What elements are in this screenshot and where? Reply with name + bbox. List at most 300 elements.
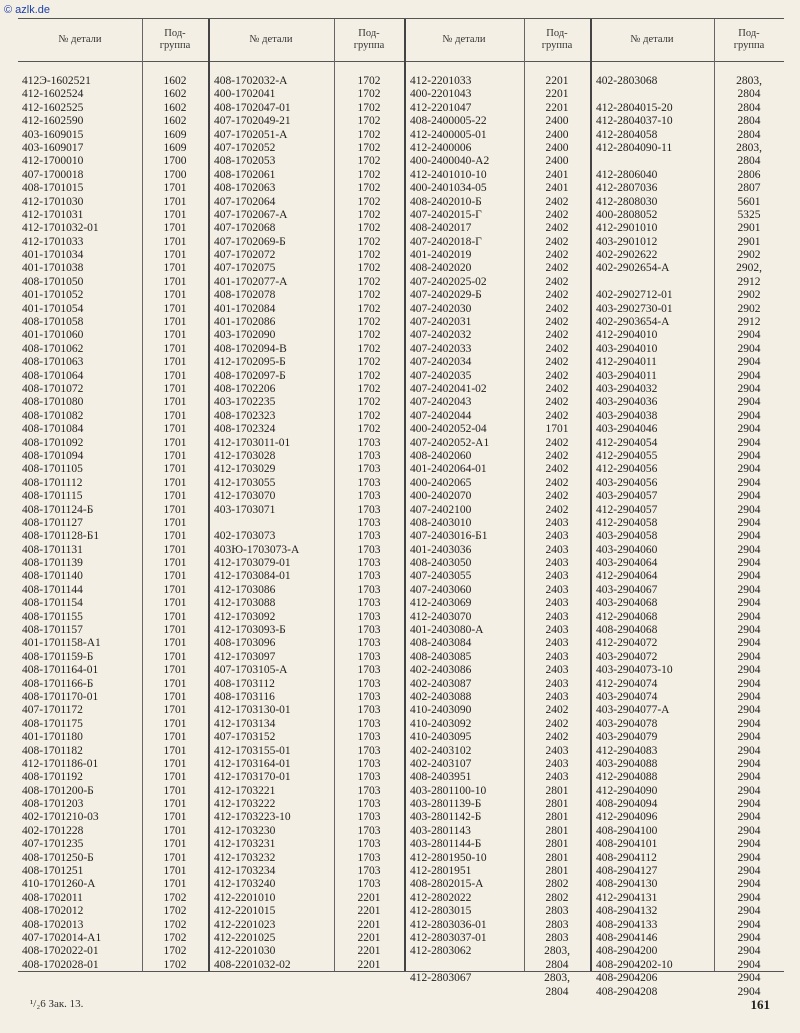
part-number-cell: 412-1703092 — [214, 610, 276, 623]
part-number-cell: 408-1702022-01 — [22, 945, 99, 958]
subgroup-cell: 2904 — [737, 436, 761, 449]
part-number-cell: 408-2904200 — [596, 945, 658, 958]
part-number-cell: 401-2402064-01 — [410, 463, 487, 476]
subgroup-cell: 2904 — [737, 409, 761, 422]
part-number-cell: 412-2403069 — [410, 597, 472, 610]
subgroup-cell: 2901 — [737, 222, 761, 235]
subgroup-cell: 2403 — [545, 597, 569, 610]
part-number-cell: 412-1703134 — [214, 717, 276, 730]
subgroup-cell: 1701 — [163, 249, 187, 262]
part-number-cell: 401-2402019 — [410, 249, 472, 262]
subgroup-cell: 2802 — [545, 878, 569, 891]
subgroup-cell: 1701 — [163, 356, 187, 369]
part-number-cell: 408-1701082 — [22, 409, 84, 422]
subgroup-cell: 1701 — [163, 557, 187, 570]
part-number-cell: 403-2801143 — [410, 824, 471, 837]
subgroup-cell: 1701 — [163, 222, 187, 235]
column-divider — [208, 19, 210, 971]
part-number-cell: 412-2904088 — [596, 771, 658, 784]
part-number-cell: 408-1701175 — [22, 717, 83, 730]
header-subgroup-4: Под- группа — [733, 28, 765, 51]
subgroup-cell: 1609 — [163, 141, 187, 154]
part-number-cell: 408-1702047-01 — [214, 101, 291, 114]
subgroup-cell: 1701 — [163, 570, 187, 583]
subgroup-cell: 1702 — [357, 88, 381, 101]
part-number-cell: 407-2402015-Г — [410, 208, 482, 221]
subgroup-cell: 1702 — [357, 182, 381, 195]
subgroup-cell: 2402 — [545, 356, 569, 369]
subgroup-cell: 2904 — [737, 744, 761, 757]
subgroup-cell: 2904 — [737, 945, 761, 958]
part-number-cell: 408-1702324 — [214, 423, 276, 436]
part-number-cell: 408-2403010 — [410, 516, 472, 529]
subgroup-cell: 1701 — [163, 409, 187, 422]
part-number-cell: 408-2904094 — [596, 798, 658, 811]
part-number-cell: 412-2400006 — [410, 141, 472, 154]
subgroup-cell: 1702 — [357, 115, 381, 128]
part-number-cell: 400-2201043 — [410, 88, 472, 101]
part-number-cell: 412-1703097 — [214, 650, 276, 663]
subgroup-cell: 1702 — [357, 155, 381, 168]
subgroup-cell: 2403 — [545, 583, 569, 596]
part-number-cell: 407-2402025-02 — [410, 275, 487, 288]
part-number-cell: 408-1702053 — [214, 155, 276, 168]
subgroup-cell: 1703 — [357, 811, 381, 824]
part-number-cell: 408-1701124-Б — [22, 503, 94, 516]
subgroup-cell: 2402 — [545, 490, 569, 503]
part-number-cell: 402-1701210-03 — [22, 811, 99, 824]
subgroup-cell: 2904 — [737, 717, 761, 730]
part-number-cell: 403-2904010 — [596, 342, 658, 355]
part-number-cell: 403-2904072 — [596, 650, 658, 663]
subgroup-cell: 2403 — [545, 744, 569, 757]
part-number-cell: 412-2201033 — [410, 75, 472, 87]
part-number-cell: 412-2806040 — [596, 168, 658, 181]
print-order-note: ¹/₂6 Зак. 13. — [30, 998, 84, 1010]
subgroup-cell: 2402 — [545, 369, 569, 382]
part-number-cell: 412-2201010 — [214, 891, 276, 904]
part-number-cell: 408-1702063 — [214, 182, 276, 195]
subgroup-cell: 1701 — [163, 302, 187, 315]
subgroup-cell: 2402 — [545, 731, 569, 744]
part-number-cell: 408-1701127 — [22, 516, 83, 529]
part-number-cell: 402-2902654-А — [596, 262, 670, 275]
part-number-cell: 408-1702032-А — [214, 75, 288, 87]
part-number-cell: 407-1701172 — [22, 704, 83, 717]
part-number-cell: 403-2904077-А — [596, 704, 670, 717]
subgroup-cell: 1703 — [357, 757, 381, 770]
part-number-cell: 412-1703223-10 — [214, 811, 291, 824]
subgroup-cell: 2403 — [545, 771, 569, 784]
part-number-cell: 408-1702028-01 — [22, 958, 99, 971]
subgroup-cell: 2904 — [737, 557, 761, 570]
subgroup-cell: 1703 — [357, 784, 381, 797]
subgroup-cell: 1703 — [357, 543, 381, 556]
part-number-cell: 412-2904054 — [596, 436, 658, 449]
part-number-cell: 408-1702061 — [214, 168, 276, 181]
part-number-cell: 403-2904073-10 — [596, 664, 673, 677]
subgroup-cell: 1702 — [357, 235, 381, 248]
part-number-cell: 403-1702090 — [214, 329, 276, 342]
subgroup-cell: 1703 — [357, 436, 381, 449]
subgroup-cell: 1701 — [163, 811, 187, 824]
subgroup-cell: 2403 — [545, 650, 569, 663]
part-number-cell: 407-2403016-Б1 — [410, 530, 488, 543]
subgroup-cell: 2403 — [545, 690, 569, 703]
part-number-cell: 408-1701155 — [22, 610, 83, 623]
part-number-cell: 408-2402020 — [410, 262, 472, 275]
part-number-cell: 408-1701182 — [22, 744, 83, 757]
subgroup-cell: 1701 — [163, 530, 187, 543]
subgroup-cell: 1602 — [163, 101, 187, 114]
part-number-cell: 412-2803015 — [410, 905, 472, 918]
subgroup-cell: 2904 — [737, 704, 761, 717]
part-number-cell: 412-1602525 — [22, 101, 84, 114]
subgroup-cell: 2904 — [737, 878, 761, 891]
subgroup-cell: 1703 — [357, 664, 381, 677]
part-number-cell: 403-2901012 — [596, 235, 658, 248]
part-number-cell: 412-1703079-01 — [214, 557, 291, 570]
part-number-cell: 403-2801142-Б — [410, 811, 482, 824]
part-number-cell: 408-1701140 — [22, 570, 83, 583]
part-number-cell: 407-2402041-02 — [410, 382, 487, 395]
part-number-cell: 412-1701033 — [22, 235, 84, 248]
subgroup-cell: 2904 — [737, 637, 761, 650]
part-number-cell: 403-2904074 — [596, 690, 658, 703]
part-number-cell: 407-2402035 — [410, 369, 472, 382]
subgroup-cell: 2402 — [545, 342, 569, 355]
part-number-cell: 412-2401010-10 — [410, 168, 487, 181]
part-number-cell: 401-1701060 — [22, 329, 84, 342]
part-number-cell: 402-1703073 — [214, 530, 276, 543]
subgroup-cell: 1702 — [357, 128, 381, 141]
subgroup-cell: 1702 — [357, 396, 381, 409]
part-number-cell: 408-2904127 — [596, 865, 658, 878]
subgroup-cell: 2402 — [545, 463, 569, 476]
subgroup-cell: 1701 — [163, 262, 187, 275]
part-number-cell: 407-2402018-Г — [410, 235, 482, 248]
part-number-cell: 402-2803068 — [596, 75, 658, 87]
subgroup-cell: 1701 — [163, 503, 187, 516]
part-number-cell: 408-1701166-Б — [22, 677, 94, 690]
subgroup-cell: 1702 — [357, 302, 381, 315]
subgroup-cell: 2912 — [737, 316, 761, 329]
subgroup-cell: 1701 — [163, 865, 187, 878]
part-number-cell: 408-2402010-Б — [410, 195, 482, 208]
part-number-cell: 412-1703230 — [214, 824, 276, 837]
part-number-cell: 412-2904096 — [596, 811, 658, 824]
part-number-cell: 412-2904072 — [596, 637, 658, 650]
subgroup-cell: 2904 — [737, 449, 761, 462]
subgroup-cell: 2904 — [737, 771, 761, 784]
part-number-cell: 407-1703105-А — [214, 664, 288, 677]
part-number-cell: 401-1702084 — [214, 302, 276, 315]
subgroup-cell: 1701 — [163, 396, 187, 409]
part-number-cell: 408-2403085 — [410, 650, 472, 663]
part-number-cell: 412-2901010 — [596, 222, 658, 235]
part-number-cell: 408-1701139 — [22, 557, 83, 570]
subgroup-cell: 2904 — [737, 690, 761, 703]
part-number-column-4 — [596, 75, 712, 999]
part-number-cell: 412-1701031 — [22, 208, 84, 221]
subgroup-cell: 1703 — [357, 449, 381, 462]
subgroup-cell: 1701 — [163, 784, 187, 797]
part-number-cell: 402-2403087 — [410, 677, 472, 690]
subgroup-cell: 2403 — [545, 610, 569, 623]
subgroup-cell: 2901 — [737, 235, 761, 248]
header-subgroup-2: Под- группа — [353, 28, 385, 51]
part-number-column-2 — [214, 75, 332, 972]
part-number-cell: 403-2904038 — [596, 409, 658, 422]
subgroup-cell: 2904 — [737, 530, 761, 543]
part-number-cell: 400-2400040-А2 — [410, 155, 490, 168]
subgroup-cell: 2402 — [545, 476, 569, 489]
part-number-cell: 403-1703071 — [214, 503, 276, 516]
part-number-cell: 402-2902622 — [596, 249, 658, 262]
part-number-cell: 403-2904078 — [596, 717, 658, 730]
subgroup-cell: 1701 — [163, 195, 187, 208]
subgroup-cell: 2904 — [737, 382, 761, 395]
subgroup-cell: 1702 — [357, 262, 381, 275]
part-number-cell: 400-2402070 — [410, 490, 472, 503]
part-number-cell: 408-1701131 — [22, 543, 83, 556]
header-part-number-1: № детали — [58, 34, 102, 45]
subgroup-cell: 1701 — [163, 490, 187, 503]
part-number-column-3 — [410, 75, 522, 986]
part-number-cell: 408-1701128-Б1 — [22, 530, 100, 543]
subgroup-cell: 2904 — [737, 985, 761, 998]
subgroup-cell: 2400 — [545, 141, 569, 154]
subgroup-cell: 2904 — [737, 476, 761, 489]
subgroup-cell: 2803 — [545, 932, 569, 944]
subgroup-cell: 2912 — [737, 275, 761, 288]
part-number-cell: 407-2402043 — [410, 396, 472, 409]
part-number-cell: 412-1703088 — [214, 597, 276, 610]
subgroup-cell: 2904 — [737, 329, 761, 342]
part-number-cell: 412-2904057 — [596, 503, 658, 516]
part-number-cell: 412-1700010 — [22, 155, 84, 168]
subgroup-cell: 2904 — [737, 342, 761, 355]
part-number-cell: 412-2904056 — [596, 463, 658, 476]
subgroup-column-2 — [334, 75, 404, 972]
part-number-cell: 401-1701180 — [22, 731, 83, 744]
subgroup-cell: 1701 — [163, 650, 187, 663]
subgroup-cell: 1703 — [357, 490, 381, 503]
subgroup-cell: 2806 — [737, 168, 761, 181]
part-number-cell: 403-2904079 — [596, 731, 658, 744]
subgroup-cell: 2402 — [545, 316, 569, 329]
part-number-cell: 412-2201030 — [214, 945, 276, 958]
subgroup-cell: 2402 — [545, 409, 569, 422]
subgroup-cell: 2801 — [545, 838, 569, 851]
part-number-cell: 407-1702075 — [214, 262, 276, 275]
part-number-cell: 412-1602590 — [22, 115, 84, 128]
subgroup-cell: 1701 — [163, 838, 187, 851]
part-number-cell: 412-2807036 — [596, 182, 658, 195]
part-number-cell: 403-2904064 — [596, 557, 658, 570]
subgroup-cell: 2403 — [545, 757, 569, 770]
subgroup-cell: 1701 — [163, 316, 187, 329]
subgroup-cell: 2403 — [545, 664, 569, 677]
subgroup-cell: 2201 — [357, 918, 381, 931]
subgroup-cell: 2402 — [545, 195, 569, 208]
part-number-cell: 412-2904074 — [596, 677, 658, 690]
subgroup-cell: 2904 — [737, 356, 761, 369]
subgroup-cell: 1701 — [163, 382, 187, 395]
subgroup-cell: 1703 — [357, 677, 381, 690]
part-number-cell: 408-1701154 — [22, 597, 83, 610]
part-number-cell: 412-2904090 — [596, 784, 658, 797]
part-number-cell — [596, 88, 712, 101]
part-number-cell: 412-2803036-01 — [410, 918, 487, 931]
subgroup-cell: 1701 — [163, 369, 187, 382]
subgroup-cell: 2904 — [737, 757, 761, 770]
subgroup-cell: 2400 — [545, 115, 569, 128]
subgroup-cell: 2904 — [737, 972, 761, 985]
subgroup-cell: 2402 — [545, 704, 569, 717]
part-number-cell: 403-2904046 — [596, 423, 658, 436]
part-number-cell: 407-2402100 — [410, 503, 472, 516]
subgroup-cell: 1602 — [163, 75, 187, 87]
part-number-cell: 408-2904132 — [596, 905, 658, 918]
subgroup-cell: 1701 — [163, 329, 187, 342]
subgroup-cell: 1703 — [357, 637, 381, 650]
part-number-cell: 403Ю-1703073-А — [214, 543, 300, 556]
part-number-cell: 408-2904202-10 — [596, 958, 673, 971]
part-number-cell: 408-1701200-Б — [22, 784, 94, 797]
part-number-cell: 408-2904206 — [596, 972, 658, 985]
subgroup-cell: 1703 — [357, 463, 381, 476]
subgroup-cell: 2201 — [545, 101, 569, 114]
subgroup-cell: 2201 — [357, 891, 381, 904]
part-number-cell: 407-2403055 — [410, 570, 472, 583]
subgroup-cell: 2904 — [737, 650, 761, 663]
part-number-cell: 401-2403080-А — [410, 624, 484, 637]
subgroup-cell: 1702 — [357, 409, 381, 422]
part-number-cell: 412-1701032-01 — [22, 222, 99, 235]
header-subgroup-3: Под- группа — [541, 28, 573, 51]
part-number-cell: 403-2904067 — [596, 583, 658, 596]
subgroup-cell: 1702 — [357, 141, 381, 154]
subgroup-cell: 2904 — [737, 677, 761, 690]
subgroup-cell: 1701 — [163, 664, 187, 677]
part-number-cell: 408-1701164-01 — [22, 664, 99, 677]
subgroup-cell: 2904 — [737, 664, 761, 677]
subgroup-cell: 1702 — [163, 958, 187, 971]
part-number-cell: 401-1701052 — [22, 289, 84, 302]
subgroup-cell: 1702 — [357, 316, 381, 329]
part-number-cell: 402-2403102 — [410, 744, 472, 757]
subgroup-cell: 2801 — [545, 811, 569, 824]
subgroup-cell: 2804 — [737, 88, 761, 101]
part-number-cell: 412-2803067 — [410, 972, 472, 985]
subgroup-cell: 2904 — [737, 570, 761, 583]
part-number-cell: 408-1701170-01 — [22, 690, 99, 703]
part-number-cell: 407-1702068 — [214, 222, 276, 235]
subgroup-cell: 1602 — [163, 88, 187, 101]
part-number-cell: 401-1701158-А1 — [22, 637, 101, 650]
subgroup-column-1 — [142, 75, 208, 972]
subgroup-cell: 2201 — [357, 932, 381, 944]
subgroup-cell: 1701 — [163, 182, 187, 195]
subgroup-cell: 1701 — [163, 463, 187, 476]
part-number-cell: 408-1703112 — [214, 677, 275, 690]
subgroup-cell: 1701 — [163, 704, 187, 717]
subgroup-cell: 1703 — [357, 771, 381, 784]
subgroup-cell: 1702 — [163, 891, 187, 904]
subgroup-cell: 2904 — [737, 905, 761, 918]
subgroup-cell: 2402 — [545, 302, 569, 315]
part-number-cell: 403-2801144-Б — [410, 838, 482, 851]
subgroup-cell: 2902 — [737, 249, 761, 262]
subgroup-cell: 2403 — [545, 637, 569, 650]
subgroup-cell: 1702 — [357, 356, 381, 369]
part-number-cell: 403-1702235 — [214, 396, 276, 409]
subgroup-cell: 1701 — [163, 771, 187, 784]
part-number-cell: 408-1701064 — [22, 369, 84, 382]
part-number-cell: 408-1702206 — [214, 382, 276, 395]
part-number-cell: 407-1702069-Б — [214, 235, 286, 248]
subgroup-cell: 2902, — [736, 262, 762, 275]
subgroup-cell: 1701 — [163, 624, 187, 637]
subgroup-cell: 2803, — [544, 972, 570, 985]
subgroup-cell: 2402 — [545, 208, 569, 221]
subgroup-cell: 2904 — [737, 624, 761, 637]
part-number-cell: 408-1702012 — [22, 905, 84, 918]
part-number-cell: 412-2904068 — [596, 610, 658, 623]
subgroup-cell: 2403 — [545, 677, 569, 690]
part-number-cell: 412-1703155-01 — [214, 744, 291, 757]
subgroup-cell: 1703 — [357, 865, 381, 878]
part-number-cell: 400-2401034-05 — [410, 182, 487, 195]
subgroup-cell: 2401 — [545, 182, 569, 195]
part-number-cell: 408-1702011 — [22, 891, 83, 904]
subgroup-cell: 2804 — [545, 985, 569, 998]
subgroup-cell: 1702 — [357, 168, 381, 181]
part-number-cell: 401-1702077-А — [214, 275, 288, 288]
subgroup-cell: 2904 — [737, 958, 761, 971]
part-number-cell: 408-1701050 — [22, 275, 84, 288]
subgroup-cell: 2402 — [545, 382, 569, 395]
part-number-cell: 407-2402052-А1 — [410, 436, 490, 449]
subgroup-cell: 2402 — [545, 449, 569, 462]
part-number-cell: 408-1703096 — [214, 637, 276, 650]
part-number-cell: 408-1701250-Б — [22, 851, 94, 864]
part-number-cell: 401-1701038 — [22, 262, 84, 275]
part-number-cell: 412-2802022 — [410, 891, 472, 904]
part-number-cell: 412-2904058 — [596, 516, 658, 529]
part-number-cell: 412-1703093-Б — [214, 624, 286, 637]
part-number-cell: 403-2904032 — [596, 382, 658, 395]
subgroup-cell: 1701 — [163, 851, 187, 864]
subgroup-cell: 2801 — [545, 798, 569, 811]
subgroup-cell: 2904 — [737, 838, 761, 851]
subgroup-cell: 2402 — [545, 436, 569, 449]
part-number-cell: 408-1701072 — [22, 382, 84, 395]
part-number-cell: 403-2904058 — [596, 530, 658, 543]
part-number-cell: 407-1702049-21 — [214, 115, 291, 128]
part-number-cell: 403-2904060 — [596, 543, 658, 556]
part-number-cell — [596, 155, 712, 168]
subgroup-cell: 2402 — [545, 249, 569, 262]
subgroup-cell: 2904 — [737, 851, 761, 864]
subgroup-cell: 2402 — [545, 289, 569, 302]
part-number-cell: 412-2801951 — [410, 865, 472, 878]
subgroup-cell: 2201 — [357, 905, 381, 918]
part-number-cell: 407-1700018 — [22, 168, 84, 181]
part-number-cell: 412-2803037-01 — [410, 932, 487, 944]
subgroup-cell: 2904 — [737, 503, 761, 516]
